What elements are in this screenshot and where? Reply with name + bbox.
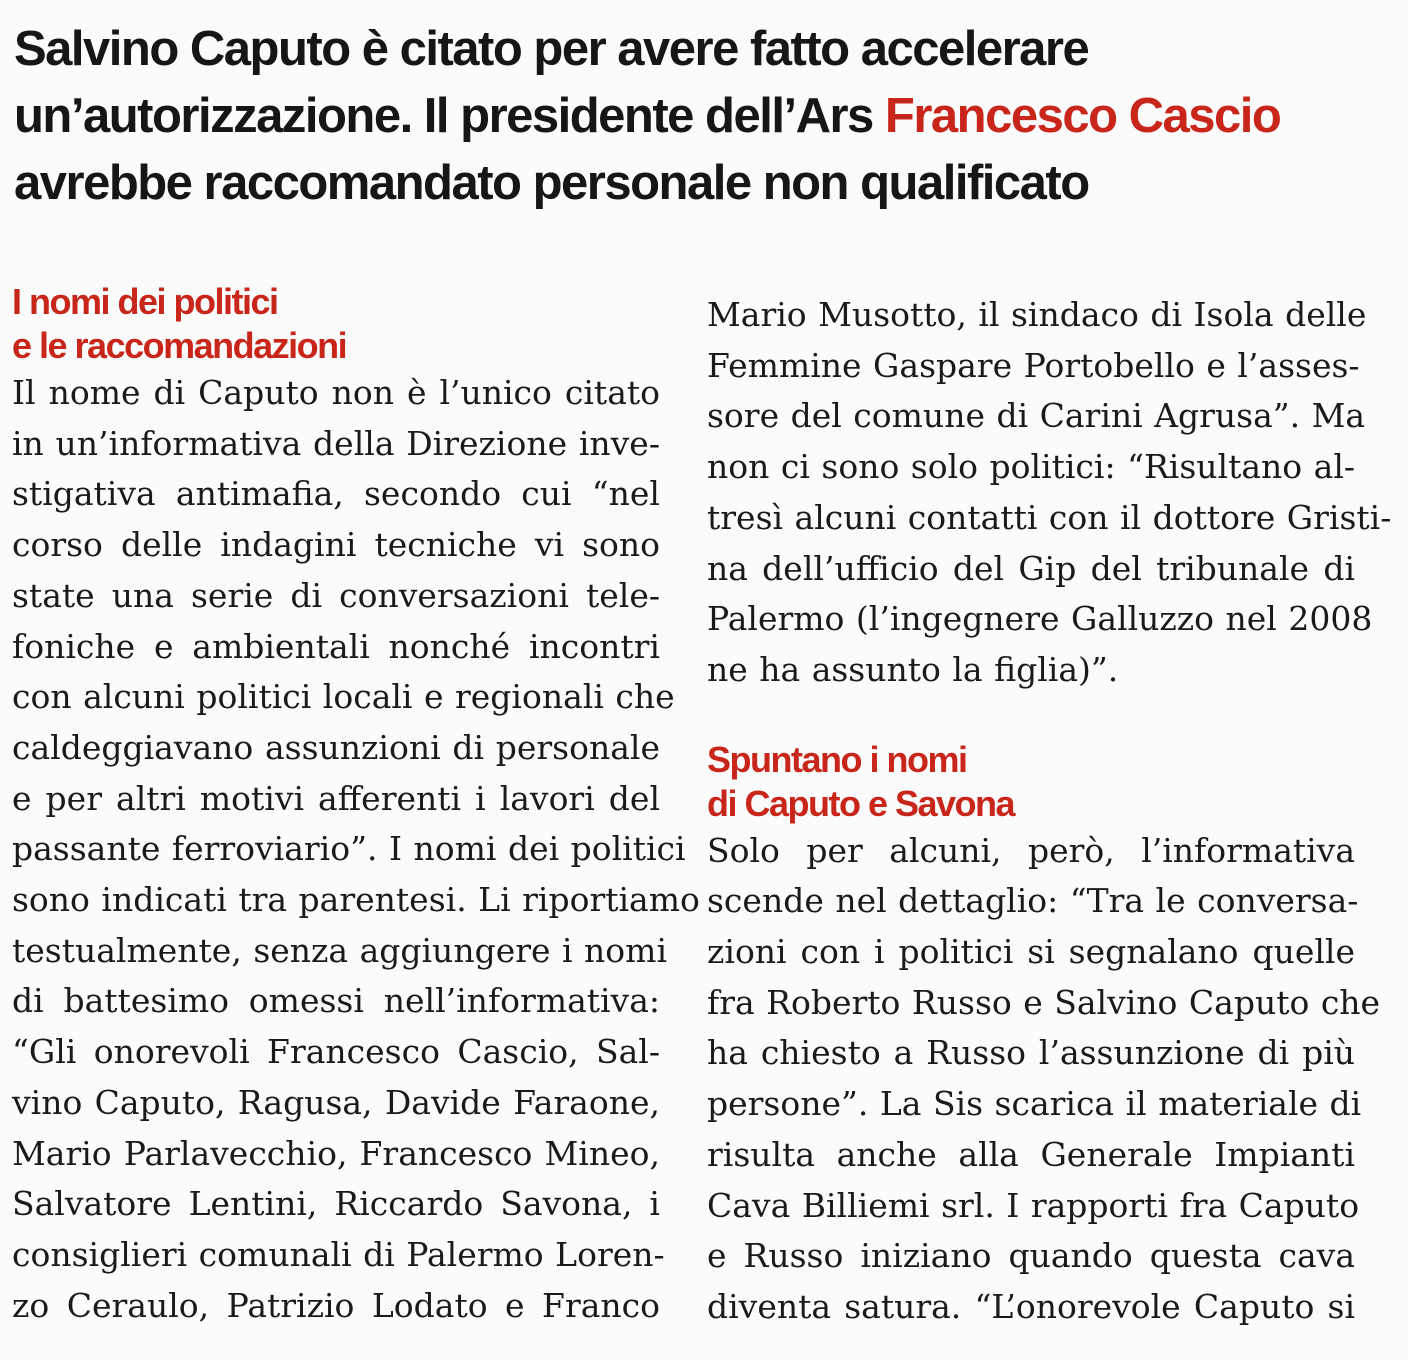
body-line: zioni con i politici si segnalano quelle xyxy=(707,932,1355,972)
body-line: “Gli onorevoli Francesco Cascio, Sal- xyxy=(12,1032,660,1072)
body-line: foniche e ambientali nonché incontri xyxy=(12,626,660,666)
deck-text-2: avrebbe raccomandato personale non qualificato xyxy=(14,156,1089,210)
body-line: na dell’ufficio del Gip del tribunale di xyxy=(707,548,1355,588)
body-line: stigativa antimafia, secondo cui “nel xyxy=(12,474,660,514)
right-subhead-line: di Caputo e Savona xyxy=(707,782,1015,824)
body-line: tresì alcuni contatti con il dottore Gristi- xyxy=(707,497,1392,537)
body-line: state una serie di conversazioni tele- xyxy=(12,575,660,615)
left-body-text xyxy=(12,368,700,1331)
left-subhead-line: I nomi dei politici xyxy=(12,281,278,322)
body-line: Palermo (l’ingegnere Galluzzo nel 2008 xyxy=(707,599,1373,639)
body-line: Salvatore Lentini, Riccardo Savona, i xyxy=(12,1184,660,1224)
body-line: passante ferroviario”. I nomi dei politici xyxy=(12,829,686,869)
body-line: consiglieri comunali di Palermo Loren- xyxy=(12,1234,665,1274)
body-line: persone”. La Sis scarica il materiale di xyxy=(707,1084,1362,1124)
right-body-text-1 xyxy=(707,290,1392,696)
body-line: di battesimo omessi nell’informativa: xyxy=(12,981,660,1021)
body-line: e Russo iniziano quando questa cava xyxy=(707,1236,1355,1276)
body-line: Solo per alcuni, però, l’informativa xyxy=(707,830,1355,870)
body-line: risulta anche alla Generale Impianti xyxy=(707,1134,1355,1174)
body-line: corso delle indagini tecniche vi sono xyxy=(12,525,660,565)
body-line: ne ha assunto la figlia)”. xyxy=(707,649,1119,689)
left-subhead xyxy=(12,280,660,368)
body-line: diventa satura. “L’onorevole Caputo si xyxy=(707,1286,1355,1326)
right-subhead xyxy=(707,738,1355,826)
body-line: zo Ceraulo, Patrizio Lodato e Franco xyxy=(12,1285,660,1325)
body-line: Mario Parlavecchio, Francesco Mineo, xyxy=(12,1133,660,1173)
deck-text-1: Salvino Caputo è citato per avere fatto accelerare un’autorizzazione. Il presidente dell’Ars xyxy=(14,22,1089,143)
left-subhead-line: e le raccomandazioni xyxy=(12,325,347,366)
right-subhead-line: Spuntano i nomi xyxy=(707,738,967,780)
body-line: in un’informativa della Direzione inve- xyxy=(12,423,660,463)
body-line: testualmente, senza aggiungere i nomi xyxy=(12,930,668,970)
body-line: Il nome di Caputo non è l’unico citato xyxy=(12,373,660,412)
right-body-text-2 xyxy=(707,826,1381,1333)
body-line: Cava Billiemi srl. I rapporti fra Caputo xyxy=(707,1185,1360,1225)
body-line: sono indicati tra parentesi. Li riportiamo xyxy=(12,880,700,920)
article-deck xyxy=(14,16,1394,217)
body-line: ha chiesto a Russo l’assunzione di più xyxy=(707,1033,1355,1073)
deck-highlight-name: Francesco Cascio xyxy=(884,89,1281,143)
body-line: con alcuni politici locali e regionali che xyxy=(12,677,675,717)
body-line: non ci sono solo politici: “Risultano al- xyxy=(707,447,1356,487)
right-column xyxy=(707,290,1392,1333)
body-line: Mario Musotto, il sindaco di Isola delle xyxy=(707,295,1367,334)
body-line: vino Caputo, Ragusa, Davide Faraone, xyxy=(12,1082,660,1122)
body-line: Femmine Gaspare Portobello e l’asses- xyxy=(707,345,1360,385)
body-line: scende nel dettaglio: “Tra le conversa- xyxy=(707,881,1359,921)
body-line: e per altri motivi afferenti i lavori del xyxy=(12,778,660,818)
body-line: fra Roberto Russo e Salvino Caputo che xyxy=(707,982,1381,1022)
body-line: caldeggiavano assunzioni di personale xyxy=(12,727,660,767)
left-column xyxy=(12,280,700,1331)
body-line: sore del comune di Carini Agrusa”. Ma xyxy=(707,396,1366,436)
